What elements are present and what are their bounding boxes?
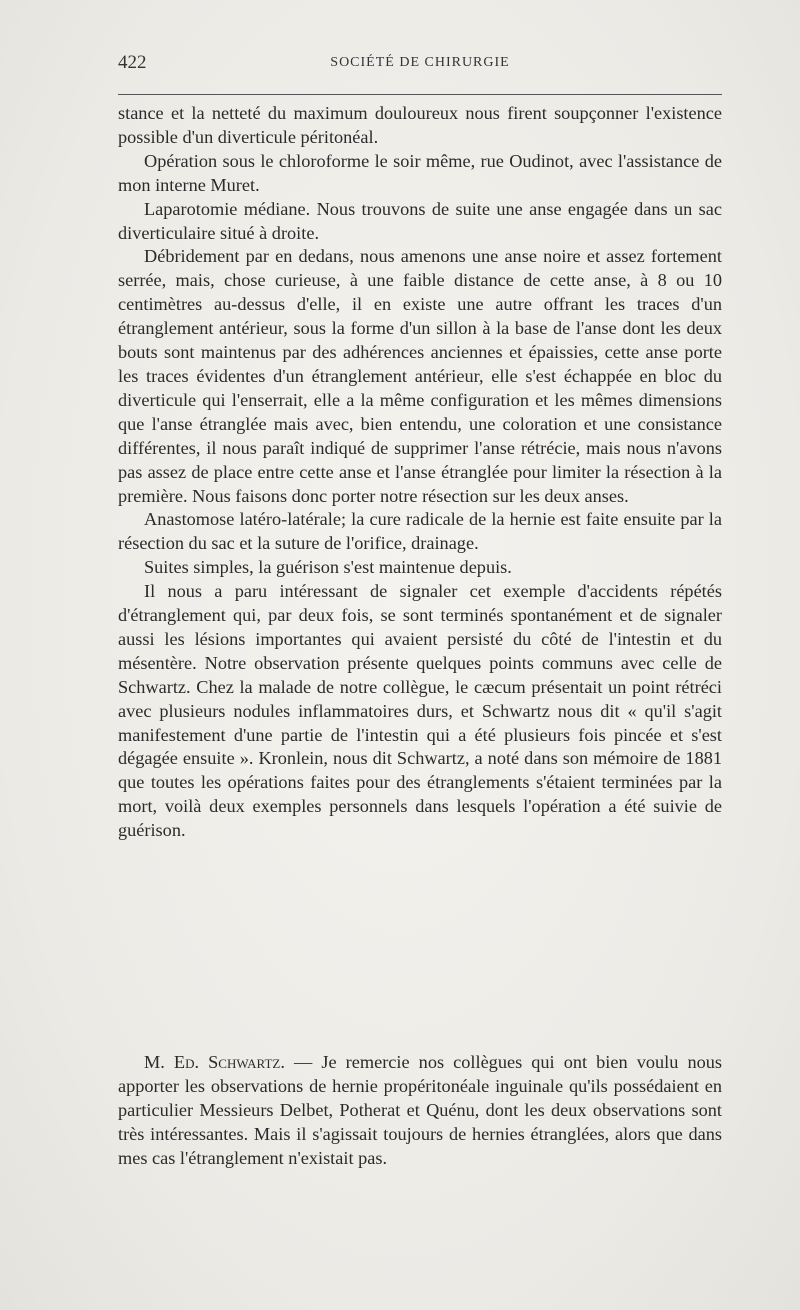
- discussion-reply: [118, 1051, 722, 1171]
- reply-paragraph: [118, 1051, 722, 1171]
- paragraph: Suites simples, la guérison s'est maintenue depuis.: [144, 557, 512, 578]
- page-number: 422: [118, 52, 147, 73]
- body-text: [118, 102, 722, 843]
- reply-text: — Je remercie nos collègues qui ont bien voulu nous apporter les observations de hernie propéritonéale inguinale qu'ils possédaient en particulier Messieurs Delbet, Potherat et Quénu, dont les deux observations sont très intéressantes. Mais il s'agissait toujours de hernies étranglées, alors que dans mes cas l'étranglement n'existait pas.: [118, 1052, 722, 1168]
- speaker-name: M. Ed. Schwartz.: [144, 1052, 285, 1072]
- paragraph: Laparotomie médiane. Nous trouvons de suite une anse engagée dans un sac diverticulaire situé à droite.: [118, 198, 722, 243]
- paragraph: Il nous a paru intéressant de signaler cet exemple d'accidents répétés d'étranglement qui, par deux fois, se sont terminés spontanément et de signaler aussi les lésions importantes qui avaient persisté du côté de l'intestin et du mésentère. Notre observation présente quelques points communs avec celle de Schwartz. Chez la malade de notre collègue, le cæcum présentait un point rétréci avec plusieurs nodules inflammatoires durs, et Schwartz nous dit « qu'il s'agit manifestement d'une partie de l'intestin qui a été plusieurs fois pincée et s'est dégagée ensuite ». Kronlein, nous dit Schwartz, a noté dans son mémoire de 1881 que toutes les opérations faites pour des étranglements s'étaient terminées par la mort, voilà deux exemples personnels dans lesquels l'opération a été suivie de guérison.: [118, 581, 722, 841]
- page-header: [118, 52, 722, 76]
- header-rule: [118, 94, 722, 95]
- paragraph: Opération sous le chloroforme le soir même, rue Oudinot, avec l'assistance de mon interne Muret.: [118, 150, 722, 195]
- paragraph: stance et la netteté du maximum douloureux nous firent soupçonner l'existence possible d'un diverticule péritonéal.: [118, 103, 722, 147]
- paragraph: Débridement par en dedans, nous amenons une anse noire et assez fortement serrée, mais, chose curieuse, à une faible distance de cette anse, à 8 ou 10 centimètres au-dessus d'elle, il en existe une autre offrant les traces d'un étranglement antérieur, sous la forme d'un sillon à la base de l'anse dont les deux bouts sont maintenus par des adhérences anciennes et épaissies, cette anse porte les traces évidentes d'un étranglement antérieur, elle s'est échappée en bloc du diverticule qui l'enserrait, elle a la même configuration et les mêmes dimensions que l'anse étranglée mais avec, bien entendu, une coloration et une consistance différentes, il nous paraît indiqué de supprimer l'anse rétrécie, mais nous n'avons pas assez de place entre cette anse et l'anse étranglée pour limiter la résection à la première. Nous faisons donc porter notre résection sur les deux anses.: [118, 246, 722, 506]
- paragraph: Anastomose latéro-latérale; la cure radicale de la hernie est faite ensuite par la résection du sac et la suture de l'orifice, drainage.: [118, 509, 722, 554]
- running-title: SOCIÉTÉ DE CHIRURGIE: [330, 55, 510, 70]
